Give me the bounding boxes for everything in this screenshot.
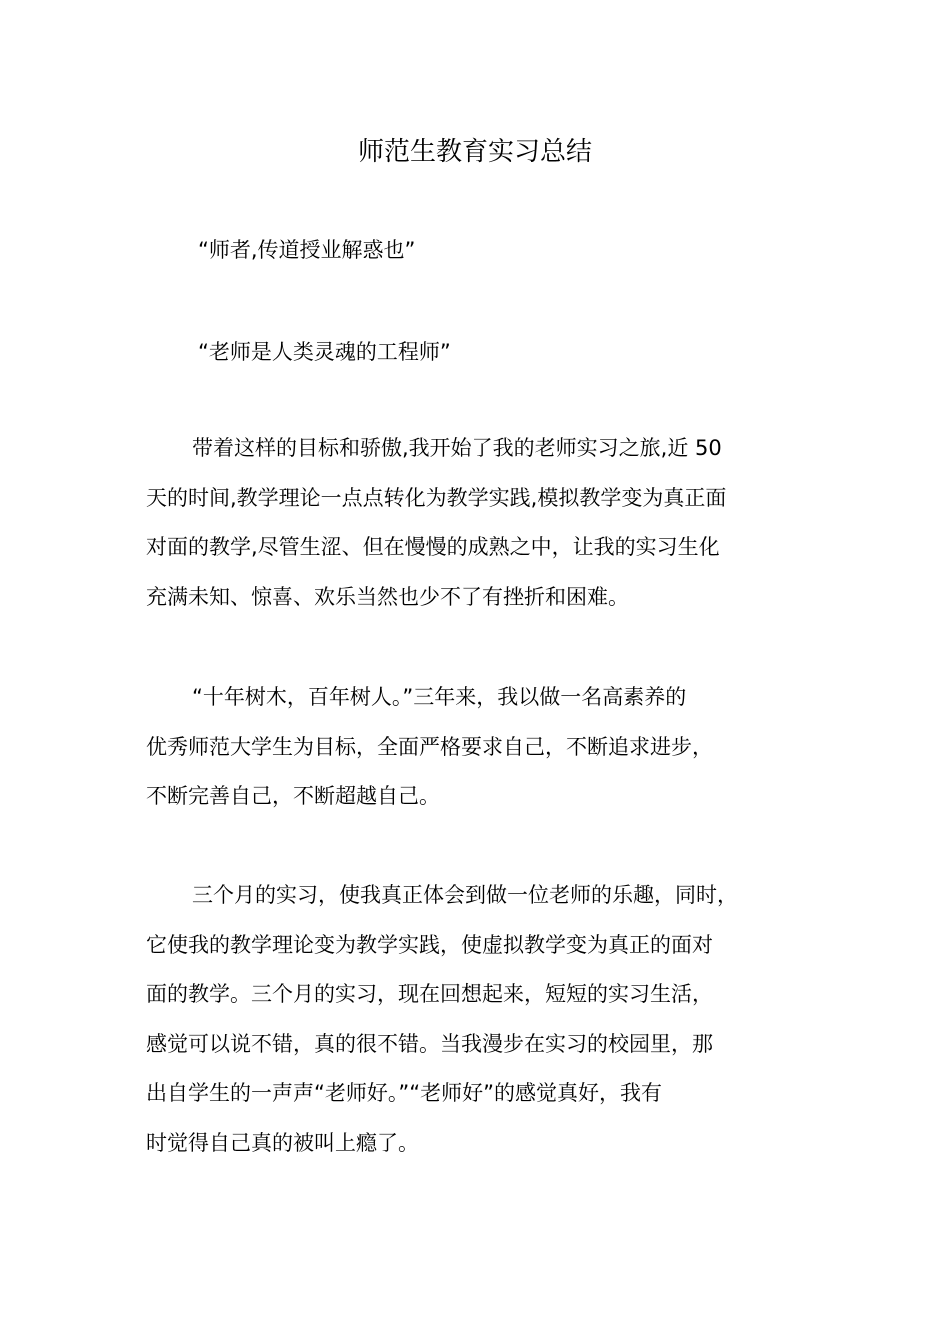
- paragraph-line: 它使我的教学理论变为教学实践，使虚拟教学变为真正的面对: [146, 932, 713, 957]
- paragraph-line: 带着这样的目标和骄傲,我开始了我的老师实习之旅,近 50: [192, 436, 722, 460]
- paragraph-line: 感觉可以说不错，真的很不错。当我漫步在实习的校园里，那: [146, 1031, 713, 1056]
- paragraph-line: 充满未知、惊喜、欢乐当然也少不了有挫折和困难。: [146, 584, 629, 609]
- paragraph-line: “十年树木，百年树人。”三年来，我以做一名高素养的: [192, 685, 687, 709]
- paragraph-line: 时觉得自己真的被叫上瘾了。: [146, 1130, 419, 1155]
- document-title: 师范生教育实习总结: [357, 137, 592, 167]
- paragraph-1: [146, 424, 826, 622]
- paragraph-line: 三个月的实习，使我真正体会到做一位老师的乐趣，同时，: [192, 883, 738, 907]
- paragraph-line: 面的教学。三个月的实习，现在回想起来，短短的实习生活，: [146, 982, 713, 1006]
- paragraph-line: 不断完善自己，不断超越自己。: [146, 784, 440, 808]
- paragraph-line: 天的时间,教学理论一点点转化为教学实践,模拟教学变为真正面: [146, 485, 727, 510]
- quote-2: “老师是人类灵魂的工程师”: [198, 340, 451, 364]
- paragraph-2: [146, 673, 826, 822]
- paragraph-line: 优秀师范大学生为目标，全面严格要求自己，不断追求进步，: [146, 734, 713, 759]
- paragraph-3: [146, 871, 826, 1168]
- paragraph-line: 出自学生的一声声“老师好。”“老师好”的感觉真好，我有: [146, 1081, 663, 1105]
- quote-1: “师者,传道授业解惑也”: [198, 238, 416, 262]
- paragraph-line: 对面的教学,尽管生涩、但在慢慢的成熟之中，让我的实习生化: [146, 535, 720, 559]
